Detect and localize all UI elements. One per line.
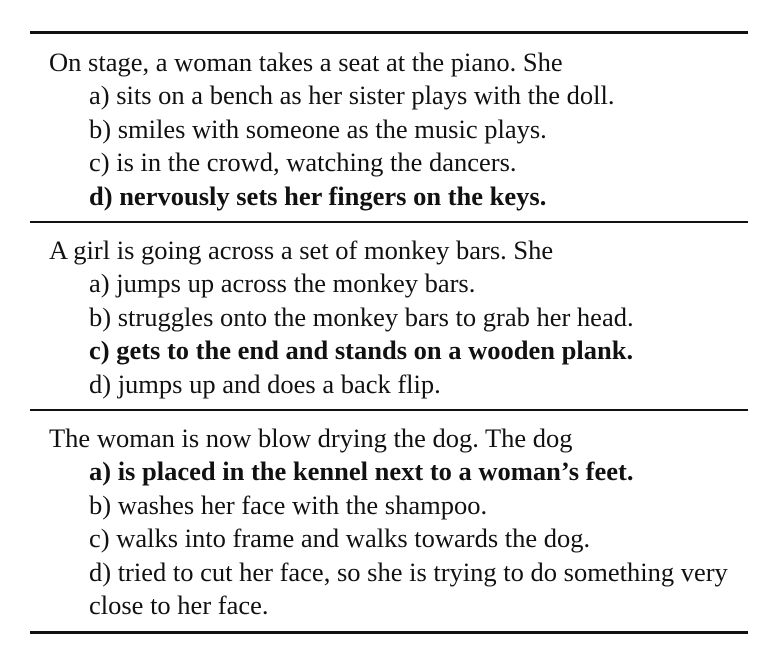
example-block-2 bbox=[30, 223, 748, 409]
option-b: b) smiles with someone as the music plays. bbox=[89, 113, 547, 144]
bottom-rule bbox=[30, 631, 748, 634]
examples-table bbox=[30, 31, 748, 634]
option-d: d) tried to cut her face, so she is trying to do something very close to her face. bbox=[89, 556, 728, 620]
option-a: a) jumps up across the monkey bars. bbox=[89, 268, 476, 298]
example-block-1 bbox=[30, 34, 748, 221]
option-c-correct: c) gets to the end and stands on a wooden plank. bbox=[89, 335, 634, 365]
option-a-correct: a) is placed in the kennel next to a woman’s feet. bbox=[89, 456, 634, 486]
option-d: d) jumps up and does a back flip. bbox=[89, 368, 441, 399]
option-c: c) is in the crowd, watching the dancers. bbox=[89, 147, 517, 177]
option-a: a) sits on a bench as her sister plays with the doll. bbox=[89, 80, 615, 110]
option-d-correct: d) nervously sets her fingers on the keys. bbox=[89, 180, 547, 211]
context-text: A girl is going across a set of monkey bars. She bbox=[49, 235, 554, 265]
option-b: b) struggles onto the monkey bars to grab her head. bbox=[89, 301, 634, 332]
context-text: The woman is now blow drying the dog. The dog bbox=[49, 423, 573, 453]
option-c: c) walks into frame and walks towards the dog. bbox=[89, 523, 591, 553]
option-b: b) washes her face with the shampoo. bbox=[89, 489, 488, 520]
example-block-3 bbox=[30, 411, 748, 631]
context-text: On stage, a woman takes a seat at the piano. She bbox=[49, 47, 563, 77]
